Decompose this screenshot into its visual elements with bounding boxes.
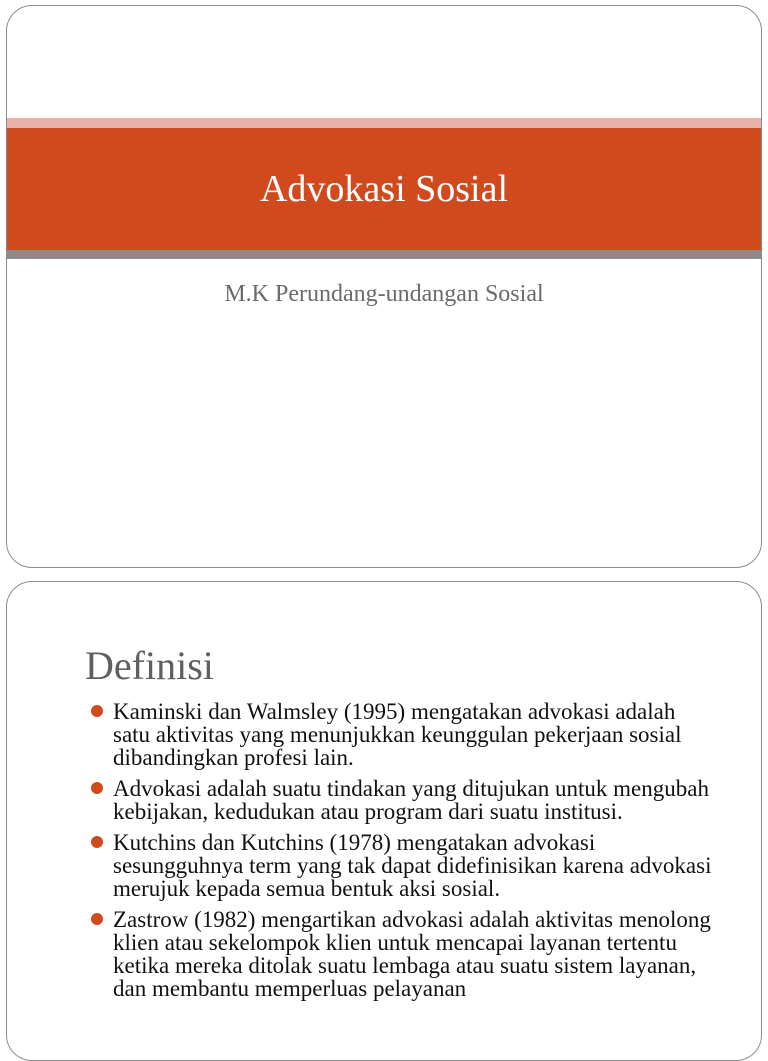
bullet-text: Kaminski dan Walmsley (1995) mengatakan advokasi adalah satu aktivitas yang menunjukkan keunggulan pekerjaan sosial dibandingkan profesi lain. bbox=[113, 699, 682, 770]
bullet-text: Kutchins dan Kutchins (1978) mengatakan advokasi sesungguhnya term yang tak dapat didefinisikan karena advokasi merujuk kepada semua bentuk aksi sosial. bbox=[113, 830, 712, 901]
bullet-text: Zastrow (1982) mengartikan advokasi adalah aktivitas menolong klien atau sekelompok klien untuk mencapai layanan tertentu ketika mereka ditolak suatu lembaga atau suatu sistem layanan, dan membantu memperluas pelayanan bbox=[113, 907, 711, 1001]
bullet-item bbox=[87, 908, 717, 1000]
bullet-text: Advokasi adalah suatu tindakan yang ditujukan untuk mengubah kebijakan, kedudukan atau program dari suatu institusi. bbox=[113, 776, 709, 824]
bullet-dot-icon bbox=[91, 913, 103, 925]
bullet-dot-icon bbox=[91, 836, 103, 848]
title-slide bbox=[6, 5, 762, 568]
title-band-top-stripe bbox=[7, 118, 761, 128]
bullet-item bbox=[87, 700, 717, 769]
bullet-dot-icon bbox=[91, 705, 103, 717]
title-band-bottom-stripe bbox=[7, 250, 761, 259]
bullet-dot-icon bbox=[91, 782, 103, 794]
slide-subtitle: M.K Perundang-undangan Sosial bbox=[224, 281, 544, 307]
slide-heading: Definisi bbox=[85, 643, 214, 688]
bullet-list bbox=[87, 700, 717, 1008]
bullet-item bbox=[87, 831, 717, 900]
bullet-item bbox=[87, 777, 717, 823]
definition-slide bbox=[6, 581, 762, 1061]
slide-title: Advokasi Sosial bbox=[259, 168, 509, 210]
